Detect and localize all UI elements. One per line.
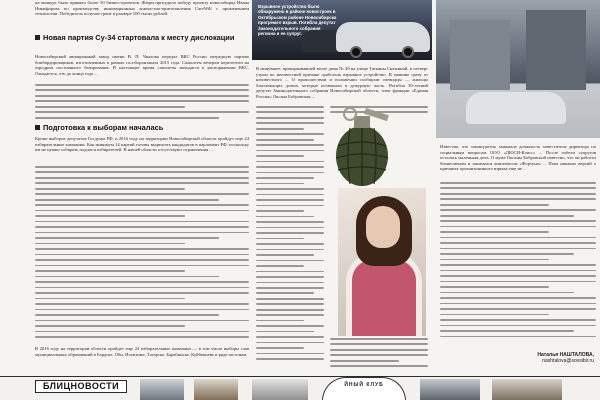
headline-bullet [35, 125, 40, 130]
middle-body-lines-bottom [330, 338, 428, 372]
author-name: Наталья НАШТАЛОВА, [537, 352, 594, 358]
news-thumbnail [492, 379, 562, 400]
portrait-dress [352, 260, 416, 336]
news1-lead: Новосибирский авиационный завод имени В. П. Чкалова передал ВКС России очередную партию бомбардировщиков, изготовленных в рамках гособоронзаказа 2015 года. Самолеты вечером перелетели на аэродром постоянного базирования. В настоящее время самолеты находятся в распоряжении ВКС. Ожидается, что до конца года ... [35, 54, 249, 76]
wheel-shape [350, 46, 362, 58]
news1-title: Новая партия Су-34 стартовала к месту дислокации [43, 33, 235, 42]
news-thumbnail [252, 379, 308, 400]
news2-conclusion: В 2016 году на территории области пройдет еще 24 избирательные кампании — в том числе выборы глав муниципальных образований в Бердске, Оби, Искитиме, Татарске, Барабинске, Куйбышеве и ряде поселков. [35, 346, 249, 357]
portrait-photo [338, 188, 426, 336]
news-thumbnail [140, 379, 184, 400]
news-headline-su34 [35, 34, 249, 42]
right-body-lines [440, 182, 596, 344]
building-shape [526, 10, 586, 90]
news-thumbnail [420, 379, 480, 400]
news1-body-lines [35, 84, 249, 122]
intro-paragraph: на конкурс было принято более 50 бизнес-проектов. Жюри присудило победу проекту новосибирца Ивана Никифорова по производству инновационных компостно-приготовления CareWill с применением технологии. Победитель получит грант в размере 100 тысяч рублей. [35, 0, 249, 17]
news-thumbnail [194, 379, 238, 400]
news-headline-elections [35, 124, 249, 132]
wheel-shape [402, 46, 414, 58]
news2-lead: Кроме выборов депутатов Госдумы РФ, в 2016 году на территории Новосибирской области пройдут еще 24 избирательные кампании. Как минимум 14 партий готовы выдвигать кандидатов в парламент РФ, поскольку им не нужно собирать подписи избирателей. В нашей области отсутствуют ограничения ... [35, 136, 249, 153]
left-column [35, 0, 249, 376]
middle-body-lines [256, 106, 324, 368]
news2-body-lines [35, 166, 249, 344]
building-shape [450, 20, 510, 90]
headline-bullet [35, 35, 40, 40]
car-shape [466, 92, 566, 124]
club-badge: ЙНЫЙ КЛУБ [322, 377, 406, 400]
section-title: БЛИЦНОВОСТИ [35, 380, 127, 393]
author-email: nashtalova@sovsibir.ru [542, 358, 594, 364]
footer-strip [0, 376, 600, 400]
right-column [436, 0, 600, 376]
white-car-shape [336, 22, 430, 52]
news2-title: Подготовка к выборам началась [43, 123, 164, 132]
portrait-face [366, 206, 400, 248]
middle-lead: В минувшее, припарковавшей возле дома № 49 на улице Татьяны Снежиной, в четверг утром по неизвестной причине сработало взрывное устройство. В машине сразу от неизвестного ... О происшествии и положении сообщили очевидцы — жильцы близлежащих домов, которые позвонили в дежурную часть. Погибла 30-летний депутат Законодательного собрания Новосибирской области, член фракции «Единая Россия» Оксана Бобровская ... [256, 66, 428, 99]
photo-caption: Взрывное устройство было обнаружено в районе новостроек в Октябрьском районе Новосибирска прогремел взрыв. Погибла депутат Законодательного собрания региона и ее супруг. [258, 4, 337, 37]
grenade-illustration [326, 104, 396, 190]
author-signature [444, 352, 594, 364]
photo-parked-cars [252, 0, 432, 60]
right-lead: Известно, что законодатель занимала должность заместителя директора по социальным вопросам ООО «ДЮСИ-Класс» ... После гибели супругов осталась маленькая дочь. О муже Оксаны Бобровской известно, что он работал бизнесменом и занимался комплексом «Фортуна» ... Пока никаких версий о причинах организованного взрыва еще не ... [440, 144, 596, 172]
photo-street-scene [436, 0, 600, 138]
